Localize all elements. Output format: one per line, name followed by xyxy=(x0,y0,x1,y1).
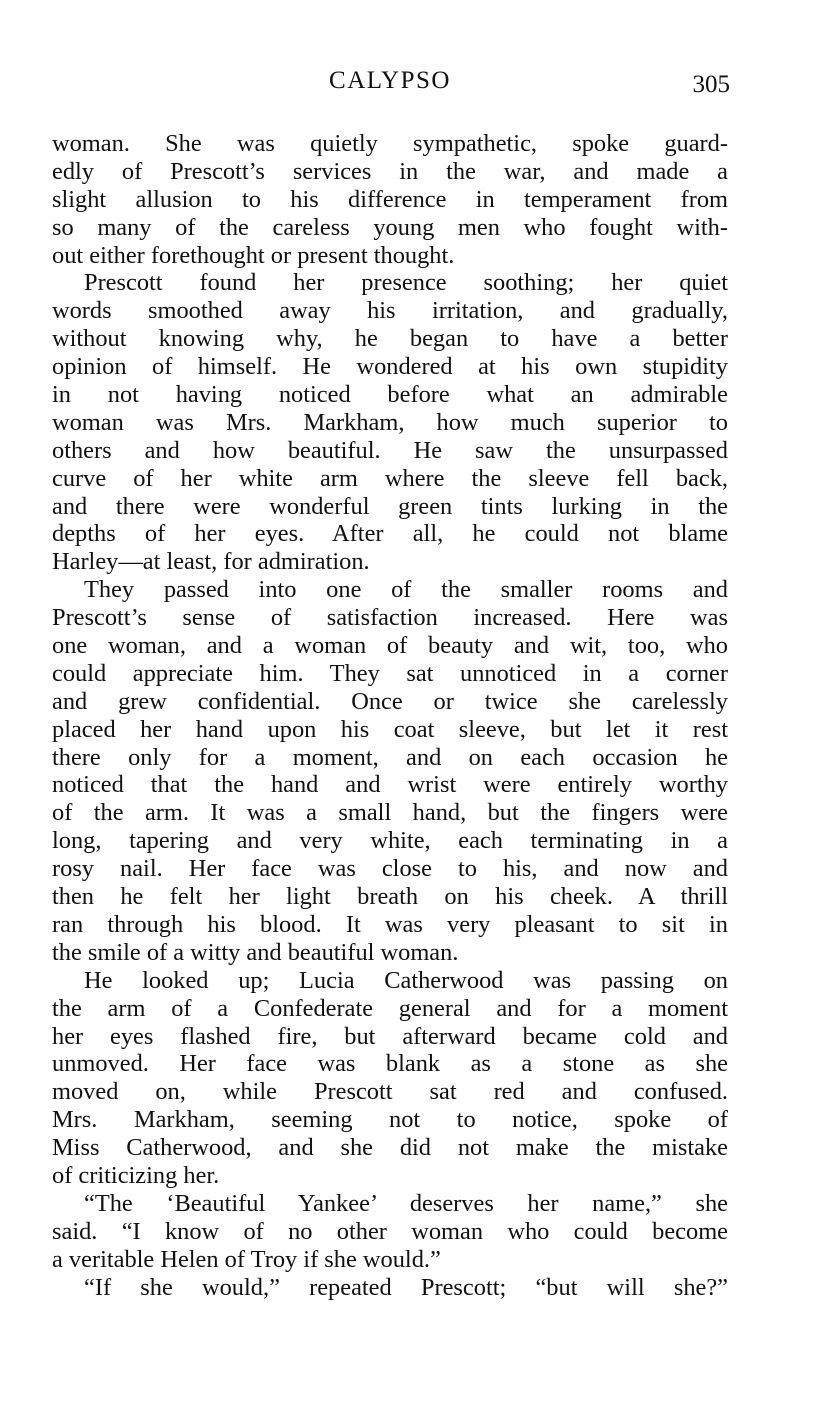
text-line: woman was Mrs. Markham, how much superior to xyxy=(52,408,728,436)
text-line: Miss Catherwood, and she did not make the mistake xyxy=(52,1134,728,1162)
text-line: He looked up; Lucia Catherwood was passing on xyxy=(84,966,728,994)
text-line: moved on, while Prescott sat red and confused. xyxy=(52,1078,728,1106)
text-line: curve of her white arm where the sleeve fell back, xyxy=(52,464,728,492)
text-line: Prescott’s sense of satisfaction increased. Here was xyxy=(52,604,728,632)
text-line: words smoothed away his irritation, and gradually, xyxy=(52,297,728,325)
text-line: of the arm. It was a small hand, but the fingers were xyxy=(52,799,728,827)
text-line: a veritable Helen of Troy if she would.” xyxy=(52,1245,441,1273)
running-head xyxy=(52,66,728,100)
text-line: in not having noticed before what an admirable xyxy=(52,381,728,409)
text-line: “If she would,” repeated Prescott; “but will she?” xyxy=(84,1273,728,1301)
text-line: and grew confidential. Once or twice she carelessly xyxy=(52,687,728,715)
text-line: rosy nail. Her face was close to his, and now and xyxy=(52,855,728,883)
text-line: one woman, and a woman of beauty and wit, too, who xyxy=(52,632,728,660)
text-line: the smile of a witty and beautiful woman. xyxy=(52,938,459,966)
text-line: woman. She was quietly sympathetic, spoke guard- xyxy=(52,130,728,157)
text-line: could appreciate him. They sat unnoticed in a corner xyxy=(52,659,728,687)
text-line: the arm of a Confederate general and for a moment xyxy=(52,994,728,1022)
running-title: CALYPSO xyxy=(329,67,451,94)
text-line: edly of Prescott’s services in the war, and made a xyxy=(52,157,728,185)
text-line: long, tapering and very white, each terminating in a xyxy=(52,827,728,855)
text-line: her eyes flashed fire, but afterward became cold and xyxy=(52,1022,728,1050)
text-line: out either forethought or present thought. xyxy=(52,241,455,269)
text-line: They passed into one of the smaller rooms and xyxy=(84,576,728,604)
text-line: then he felt her light breath on his cheek. A thrill xyxy=(52,883,728,911)
text-line: of criticizing her. xyxy=(52,1161,220,1189)
text-line: ran through his blood. It was very pleasant to sit in xyxy=(52,910,728,938)
text-line: Prescott found her presence soothing; her quiet xyxy=(84,269,728,297)
text-line: said. “I know of no other woman who could become xyxy=(52,1217,728,1245)
text-line: others and how beautiful. He saw the unsurpassed xyxy=(52,436,728,464)
text-line: unmoved. Her face was blank as a stone as she xyxy=(52,1050,728,1078)
text-line: without knowing why, he began to have a better xyxy=(52,325,728,353)
text-line: and there were wonderful green tints lurking in the xyxy=(52,492,728,520)
text-line: depths of her eyes. After all, he could not blame xyxy=(52,520,728,548)
text-line: Harley—at least, for admiration. xyxy=(52,548,370,576)
text-line: there only for a moment, and on each occasion he xyxy=(52,743,728,771)
text-line: so many of the careless young men who fought with- xyxy=(52,213,728,241)
text-line: “The ‘Beautiful Yankee’ deserves her name,” she xyxy=(84,1189,728,1217)
text-line: noticed that the hand and wrist were entirely worthy xyxy=(52,771,728,799)
page-number: 305 xyxy=(692,71,730,98)
text-line: placed her hand upon his coat sleeve, but let it rest xyxy=(52,715,728,743)
body-text xyxy=(52,130,728,1301)
text-line: opinion of himself. He wondered at his own stupidity xyxy=(52,353,728,381)
text-line: Mrs. Markham, seeming not to notice, spoke of xyxy=(52,1106,728,1134)
text-line: slight allusion to his difference in temperament from xyxy=(52,185,728,213)
